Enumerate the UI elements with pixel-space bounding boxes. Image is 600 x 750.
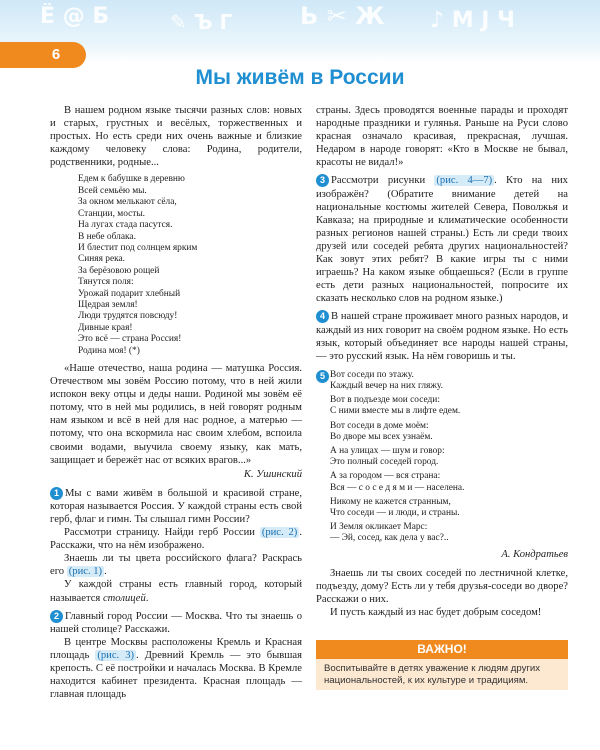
poem [78,174,302,357]
poem-stanza [330,522,568,544]
continued-paragraph: страны. Здесь проводятся военные парады и проходят народные праздники и гулянья. Раньше на Руси слово красная означало красивая, прекрасная, лучшая. Недаром в народе говорят: «Кто в Москве не бывал, красоты не видал!» [316,105,568,169]
quote-author: К. Ушинский [243,468,302,480]
poem-stanza [330,446,568,468]
poem-line: Щедрая земля! [78,299,138,310]
poem-line: Едем к бабушке в деревню [78,174,185,185]
section-1-capital: У каждой страны есть главный город, который называется столицей. [50,579,302,604]
neighbors-poem [330,370,568,545]
section-4: 4 В нашей стране проживает много разных народов, и каждый из них говорит на своём родном языке. Но есть язык, который объединяет все народы нашей страны, — это русский язык. На нём говоришь и ты. [316,311,568,362]
section-1-coat-of-arms: Рассмотри страницу. Найди герб России (рис. 2) . Расскажи, что на нём изображено. [50,527,302,552]
figure-ref[interactable]: (рис. 3) [97,649,135,661]
intro-paragraph: В нашем родном языке тысячи разных слов: новых и старых, грустных и весёлых, торжественных и простых. Но есть среди них очень важные и близкие каждому человеку слова: Родина, родители, родственники, родные... [50,105,302,169]
poem-line: А на улицах — шум и говор: [330,446,445,456]
section-1-intro: 1 Мы с вами живём в большой и красивой стране, которая называется Россия. У каждой страны есть свой герб, флаг и гимн. Ты слышал гимн России? [50,487,302,525]
poem-line: Урожай подарит хлебный [78,288,181,299]
poem-line: И блестит под солнцем ярким [78,242,198,253]
task-number-3: 3 [316,174,329,187]
task-number-4: 4 [316,310,329,323]
poem-line: Синяя река. [78,254,126,265]
poem-line: Это всё — страна Россия! [78,334,182,345]
poem-line: Вот в подъезде мои соседи: [330,395,440,406]
poem-line: Вот соседи в доме моём: [330,420,429,431]
task-number-1: 1 [50,487,63,500]
poem-line: За берёзовою рощей [78,265,160,276]
poem-line: Во дворе мы всех узнаём. [330,431,433,442]
neighbors-wish: И пусть каждый из нас будет добрым соседом! [330,607,542,618]
poem-line: Никому не кажется странным, [330,496,451,507]
poem-line: Люди трудятся повсюду! [78,311,178,322]
decorative-letters: Ь ✂ Ж [300,2,385,30]
poem-line: На лугах стада пасутся. [78,220,173,231]
poem-author: А. Кондратьев [501,548,568,560]
poem-stanza [330,421,568,443]
figure-ref[interactable]: (рис. 2) [261,527,298,539]
poem-stanza [330,370,568,392]
poem-line: А за городом — вся страна: [330,471,441,482]
task-number-2: 2 [50,610,63,623]
poem-line: В небе облака. [78,231,136,242]
task-number-5: 5 [316,370,329,383]
poem-line: За окном мелькают сёла, [78,197,177,208]
section-2-kremlin: В центре Москвы расположены Кремль и Красная площадь (рис. 3) . Древний Кремль — это бывшая крепость. С её постройки и началась Москва. В Кремле находится кабинет президента. Красная площадь — главная площадь [50,636,303,701]
figure-ref[interactable]: (рис. 1) [68,566,103,578]
poem-line: Каждый вечер на них гляжу. [330,380,443,391]
section-5 [316,370,568,545]
right-column [316,104,568,619]
page-number: 6 [51,46,61,63]
page-title: Мы живём в России [195,66,405,89]
poem-line: Станции, мосты. [78,208,146,219]
ushinsky-quote: «Наше отечество, наша родина — матушка Россия. Отечеством мы зовём Россию потому, что в ней жили испокон веку отцы и деды наши. Родиной мы зовём её потому, что в ней мы родились, в ней говорят родным нам языком и всё в ней для нас родное, а матерью — потому, что она вскормила нас своим хлебом, вспоила своими водами, выучила своему языку, как мать, защищает и бережёт нас от всяких врагов...» [50,362,302,466]
decorative-letters: Ё @ Б [40,4,110,29]
poem-stanza [330,471,568,493]
neighbors-question: Знаешь ли ты своих соседей по лестничной клетке, подъезду, дому? Есть ли у тебя друзья-соседи во дворе? Расскажи о них. [316,567,568,605]
poem-line: Родина моя! (*) [78,345,140,356]
poem-line: Вот соседи по этажу. [330,369,414,380]
left-column [50,104,302,701]
figure-ref[interactable]: (рис. 4—7) [436,175,493,187]
page-number-tab [0,42,86,68]
poem-stanza [330,497,568,519]
decorative-letters: ♪ М J Ч [430,8,515,33]
poem-line: И Земля окликает Марс: [330,522,428,533]
section-2-intro: 2 Главный город России — Москва. Что ты знаешь о нашей столице? Расскажи. [50,610,302,635]
poem-line: Вся — с о с е д я м и — населена. [330,482,465,493]
poem-line: С ними вместе мы в лифте едем. [330,406,461,417]
poem-line: Дивные края! [78,322,133,333]
poem-line: Это полный соседей город. [330,457,439,468]
section-1-flag: Знаешь ли ты цвета российского флага? Раскрась его (рис. 1) . [50,553,302,578]
poem-line: Что соседи — и люди, и страны. [330,508,460,519]
important-text: Воспитывайте в детях уважение к людям других национальностей, к их культуре и традициям. [324,663,541,686]
poem-line: Всей семьёю мы. [78,185,147,196]
decorative-banner [0,0,600,62]
important-heading: ВАЖНО! [316,640,568,659]
important-note [316,640,568,690]
decorative-letters: ✎ Ъ Г [170,10,233,34]
section-3: 3 Рассмотри рисунки (рис. 4—7) . Кто на них изображён? (Обратите внимание детей на национальные костюмы жителей Севера, Поволжья и Кавказа; на природные и климатические особенности разных регионов нашей страны.) Есть ли среди твоих друзей или соседей ребята других национальностей? Как зовут этих ребят? В какие игры ты с ними играешь? На каком языке общаешься? (Если в группе есть дети разных национальностей, попросите их сказать несколько слов на родном языке.) [316,175,568,305]
poem-line: Тянутся поля: [78,277,134,288]
poem-line: — Эй, сосед, как дела у вас?.. [330,533,449,544]
poem-stanza [330,395,568,417]
